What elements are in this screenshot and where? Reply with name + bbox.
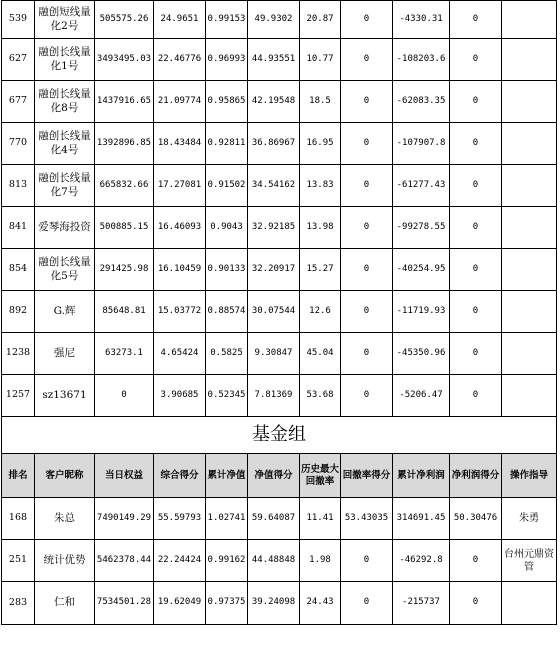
net-profit-cell: -61277.43	[393, 165, 450, 207]
table-row	[2, 375, 557, 417]
score-cell: 55.59793	[154, 498, 206, 540]
rank-cell: 1257	[2, 375, 35, 417]
net-profit-cell: 314691.45	[393, 498, 450, 540]
rank-cell: 251	[2, 540, 35, 582]
drawdown-score-cell: 0	[341, 582, 393, 625]
column-header: 净利润得分	[450, 454, 502, 498]
rank-cell: 627	[2, 39, 35, 81]
operator-cell	[502, 39, 557, 81]
column-header: 客户昵称	[35, 454, 95, 498]
equity-cell: 85648.81	[95, 291, 154, 333]
net-profit-cell: -45350.96	[393, 333, 450, 375]
nav-score-cell: 30.07544	[248, 291, 300, 333]
nav-cell: 0.92811	[206, 123, 248, 165]
operator-cell	[502, 165, 557, 207]
rank-cell: 1238	[2, 333, 35, 375]
equity-cell: 5462378.44	[95, 540, 154, 582]
nav-cell: 0.88574	[206, 291, 248, 333]
table-row	[2, 333, 557, 375]
equity-cell: 63273.1	[95, 333, 154, 375]
net-profit-cell: -11719.93	[393, 291, 450, 333]
profit-score-cell: 0	[450, 375, 502, 417]
equity-cell: 665832.66	[95, 165, 154, 207]
nav-score-cell: 44.93551	[248, 39, 300, 81]
operator-cell: 朱勇	[502, 498, 557, 540]
drawdown-score-cell: 53.43035	[341, 498, 393, 540]
max-drawdown-cell: 16.95	[300, 123, 341, 165]
top-rows-body	[2, 1, 557, 417]
operator-cell	[502, 375, 557, 417]
nav-cell: 0.95865	[206, 81, 248, 123]
score-cell: 18.43484	[154, 123, 206, 165]
nav-score-cell: 42.19548	[248, 81, 300, 123]
operator-cell	[502, 1, 557, 39]
net-profit-cell: -5206.47	[393, 375, 450, 417]
max-drawdown-cell: 45.04	[300, 333, 341, 375]
score-cell: 15.03772	[154, 291, 206, 333]
equity-cell: 0	[95, 375, 154, 417]
score-cell: 22.46776	[154, 39, 206, 81]
nav-cell: 0.52345	[206, 375, 248, 417]
table-row	[2, 249, 557, 291]
section-title: 基金组	[2, 417, 557, 454]
operator-cell	[502, 207, 557, 249]
operator-cell	[502, 81, 557, 123]
name-cell: G.辉	[35, 291, 95, 333]
operator-cell	[502, 333, 557, 375]
equity-cell: 500885.15	[95, 207, 154, 249]
score-cell: 16.10459	[154, 249, 206, 291]
equity-cell: 1437916.65	[95, 81, 154, 123]
max-drawdown-cell: 10.77	[300, 39, 341, 81]
nav-score-cell: 49.9302	[248, 1, 300, 39]
net-profit-cell: -215737	[393, 582, 450, 625]
profit-score-cell: 50.30476	[450, 498, 502, 540]
equity-cell: 7534501.28	[95, 582, 154, 625]
rank-cell: 841	[2, 207, 35, 249]
drawdown-score-cell: 0	[341, 39, 393, 81]
score-cell: 4.65424	[154, 333, 206, 375]
drawdown-score-cell: 0	[341, 1, 393, 39]
operator-cell	[502, 291, 557, 333]
rank-cell: 539	[2, 1, 35, 39]
net-profit-cell: -108203.6	[393, 39, 450, 81]
name-cell: sz13671	[35, 375, 95, 417]
table-row	[2, 39, 557, 81]
column-header: 排名	[2, 454, 35, 498]
fund-group-section	[2, 417, 557, 498]
table-row	[2, 1, 557, 39]
table-row	[2, 291, 557, 333]
max-drawdown-cell: 18.5	[300, 81, 341, 123]
table-header-row	[2, 454, 557, 498]
max-drawdown-cell: 12.6	[300, 291, 341, 333]
ranking-table	[1, 0, 557, 625]
column-header: 综合得分	[154, 454, 206, 498]
table-row	[2, 540, 557, 582]
table-row	[2, 123, 557, 165]
nav-score-cell: 32.20917	[248, 249, 300, 291]
drawdown-score-cell: 0	[341, 207, 393, 249]
profit-score-cell: 0	[450, 291, 502, 333]
table-row	[2, 498, 557, 540]
operator-cell	[502, 123, 557, 165]
operator-cell: 台州元鼎资管	[502, 540, 557, 582]
max-drawdown-cell: 1.98	[300, 540, 341, 582]
rank-cell: 677	[2, 81, 35, 123]
name-cell: 融创长线量化7号	[35, 165, 95, 207]
net-profit-cell: -46292.8	[393, 540, 450, 582]
name-cell: 统计优势	[35, 540, 95, 582]
column-header: 累计净值	[206, 454, 248, 498]
profit-score-cell: 0	[450, 39, 502, 81]
score-cell: 21.09774	[154, 81, 206, 123]
equity-cell: 1392896.85	[95, 123, 154, 165]
profit-score-cell: 0	[450, 165, 502, 207]
max-drawdown-cell: 15.27	[300, 249, 341, 291]
net-profit-cell: -40254.95	[393, 249, 450, 291]
nav-score-cell: 7.81369	[248, 375, 300, 417]
table-row	[2, 165, 557, 207]
nav-cell: 0.99162	[206, 540, 248, 582]
rank-cell: 283	[2, 582, 35, 625]
drawdown-score-cell: 0	[341, 165, 393, 207]
net-profit-cell: -107907.8	[393, 123, 450, 165]
drawdown-score-cell: 0	[341, 540, 393, 582]
max-drawdown-cell: 24.43	[300, 582, 341, 625]
section-title-row	[2, 417, 557, 454]
drawdown-score-cell: 0	[341, 291, 393, 333]
name-cell: 融创短线量化2号	[35, 1, 95, 39]
score-cell: 16.46093	[154, 207, 206, 249]
score-cell: 17.27081	[154, 165, 206, 207]
net-profit-cell: -62083.35	[393, 81, 450, 123]
profit-score-cell: 0	[450, 333, 502, 375]
nav-cell: 0.9043	[206, 207, 248, 249]
drawdown-score-cell: 0	[341, 81, 393, 123]
rank-cell: 854	[2, 249, 35, 291]
profit-score-cell: 0	[450, 207, 502, 249]
nav-cell: 0.90133	[206, 249, 248, 291]
rank-cell: 770	[2, 123, 35, 165]
max-drawdown-cell: 53.68	[300, 375, 341, 417]
nav-score-cell: 9.30847	[248, 333, 300, 375]
profit-score-cell: 0	[450, 540, 502, 582]
nav-cell: 0.96993	[206, 39, 248, 81]
max-drawdown-cell: 13.83	[300, 165, 341, 207]
column-header: 累计净利润	[393, 454, 450, 498]
operator-cell	[502, 582, 557, 625]
nav-score-cell: 39.24098	[248, 582, 300, 625]
nav-cell: 1.02741	[206, 498, 248, 540]
drawdown-score-cell: 0	[341, 333, 393, 375]
rank-cell: 813	[2, 165, 35, 207]
net-profit-cell: -4330.31	[393, 1, 450, 39]
equity-cell: 3493495.03	[95, 39, 154, 81]
profit-score-cell: 0	[450, 123, 502, 165]
column-header: 净值得分	[248, 454, 300, 498]
nav-cell: 0.91502	[206, 165, 248, 207]
column-header: 回撤率得分	[341, 454, 393, 498]
name-cell: 爱琴海投资	[35, 207, 95, 249]
name-cell: 融创长线量化8号	[35, 81, 95, 123]
max-drawdown-cell: 20.87	[300, 1, 341, 39]
nav-score-cell: 36.86967	[248, 123, 300, 165]
score-cell: 19.62049	[154, 582, 206, 625]
score-cell: 24.9651	[154, 1, 206, 39]
nav-score-cell: 32.92185	[248, 207, 300, 249]
column-header: 历史最大回撤率	[300, 454, 341, 498]
max-drawdown-cell: 13.98	[300, 207, 341, 249]
name-cell: 朱总	[35, 498, 95, 540]
drawdown-score-cell: 0	[341, 123, 393, 165]
rank-cell: 168	[2, 498, 35, 540]
column-header: 操作指导	[502, 454, 557, 498]
score-cell: 3.90685	[154, 375, 206, 417]
nav-cell: 0.97375	[206, 582, 248, 625]
name-cell: 融创长线量化4号	[35, 123, 95, 165]
table-row	[2, 582, 557, 625]
operator-cell	[502, 249, 557, 291]
name-cell: 仁和	[35, 582, 95, 625]
drawdown-score-cell: 0	[341, 249, 393, 291]
fund-rows-body	[2, 498, 557, 625]
net-profit-cell: -99278.55	[393, 207, 450, 249]
rank-cell: 892	[2, 291, 35, 333]
equity-cell: 7490149.29	[95, 498, 154, 540]
name-cell: 强尼	[35, 333, 95, 375]
nav-score-cell: 59.64087	[248, 498, 300, 540]
nav-score-cell: 44.48848	[248, 540, 300, 582]
score-cell: 22.24424	[154, 540, 206, 582]
table-row	[2, 81, 557, 123]
profit-score-cell: 0	[450, 582, 502, 625]
equity-cell: 505575.26	[95, 1, 154, 39]
profit-score-cell: 0	[450, 1, 502, 39]
name-cell: 融创长线量化5号	[35, 249, 95, 291]
max-drawdown-cell: 11.41	[300, 498, 341, 540]
drawdown-score-cell: 0	[341, 375, 393, 417]
profit-score-cell: 0	[450, 81, 502, 123]
nav-score-cell: 34.54162	[248, 165, 300, 207]
name-cell: 融创长线量化1号	[35, 39, 95, 81]
profit-score-cell: 0	[450, 249, 502, 291]
equity-cell: 291425.98	[95, 249, 154, 291]
nav-cell: 0.5825	[206, 333, 248, 375]
table-row	[2, 207, 557, 249]
nav-cell: 0.99153	[206, 1, 248, 39]
column-header: 当日权益	[95, 454, 154, 498]
